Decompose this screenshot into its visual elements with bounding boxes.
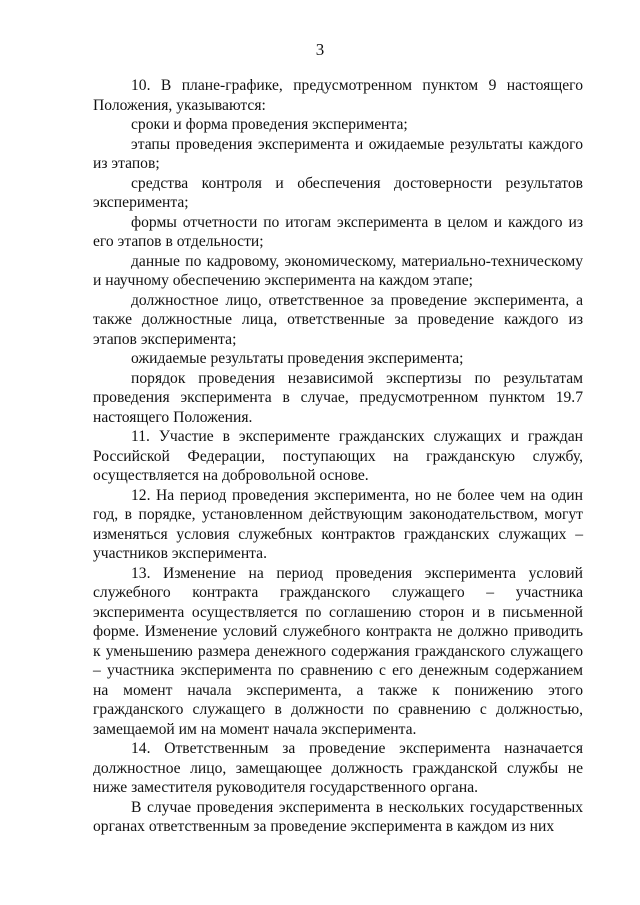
paragraph-10-intro: 10. В плане-графике, предусмотренном пунктом 9 настоящего Положения, указываются: [93, 77, 583, 114]
list-item-expertise-procedure: порядок проведения независимой экспертизы по результатам проведения эксперимента в случае, предусмотренном пунктом 19.7 настоящего Положения. [93, 369, 583, 426]
document-body [93, 76, 583, 837]
paragraph-14-continuation: В случае проведения эксперимента в нескольких государственных органах ответственным за проведение эксперимента в каждом из них [93, 798, 583, 835]
list-item-expected-results: ожидаемые результаты проведения эксперимента; [131, 350, 464, 367]
list-item-resource-support: данные по кадровому, экономическому, материально-техническому и научному обеспечению эксперимента на каждом этапе; [93, 252, 583, 289]
paragraph-11: 11. Участие в эксперименте гражданских служащих и граждан Российской Федерации, поступающих на гражданскую службу, осуществляется на добровольной основе. [93, 428, 583, 484]
list-item-terms-form: сроки и форма проведения эксперимента; [131, 116, 408, 133]
paragraph-13: 13. Изменение на период проведения эксперимента условий служебного контракта гражданского служащего – участника эксперимента осуществляется по соглашению сторон и в письменной форме. Изменение условий служебного контракта не должно приводить к уменьшению размера денежного содержания гражданского служащего – участника эксперимента по сравнению с его денежным содержанием на момент начала эксперимента, а также к понижению этого гражданского служащего в должности по сравнению с должностью, замещаемой им на момент начала эксперимента. [93, 564, 583, 738]
list-item-reporting-forms: формы отчетности по итогам эксперимента в целом и каждого из его этапов в отдельности; [93, 213, 583, 250]
page-number: 3 [315, 40, 325, 59]
paragraph-14: 14. Ответственным за проведение эксперимента назначается должностное лицо, замещающее должность гражданской службы не ниже заместителя руководителя государственного органа. [93, 740, 583, 796]
list-item-stages: этапы проведения эксперимента и ожидаемые результаты каждого из этапов; [93, 135, 583, 172]
paragraph-12: 12. На период проведения эксперимента, но не более чем на один год, в порядке, установленном действующим законодательством, могут изменяться условия служебных контрактов гражданских служащих – участников эксперимента. [93, 486, 583, 562]
list-item-control-means: средства контроля и обеспечения достоверности результатов эксперимента; [93, 174, 583, 211]
list-item-responsible-officials: должностное лицо, ответственное за проведение эксперимента, а также должностные лица, ответственные за проведение каждого из этапов эксперимента; [93, 291, 583, 348]
